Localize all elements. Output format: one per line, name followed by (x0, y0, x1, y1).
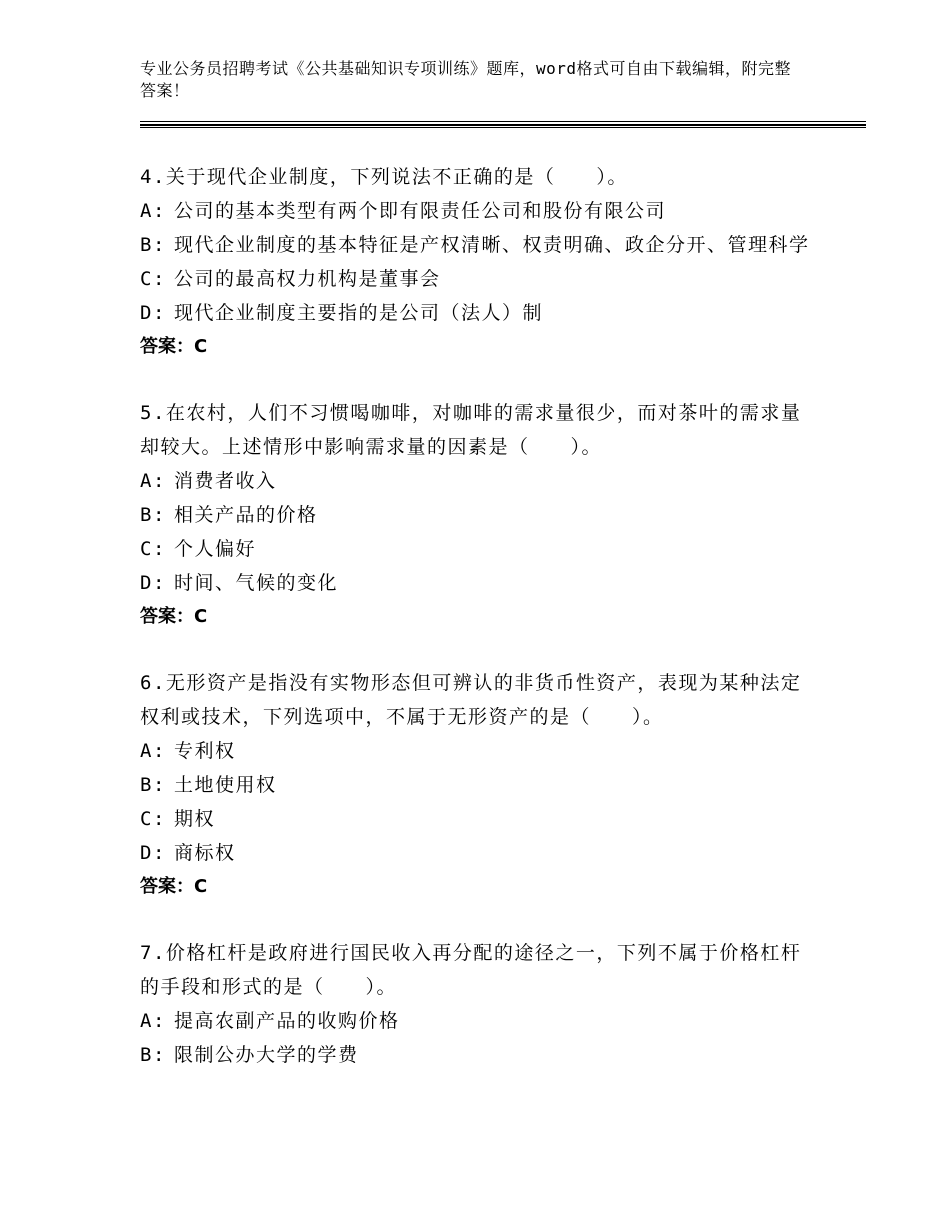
option-letter: A: (140, 200, 166, 222)
option-d (140, 566, 820, 600)
option-text: 商标权 (174, 842, 236, 864)
option-d (140, 836, 820, 870)
question-stem: 4.关于现代企业制度，下列说法不正确的是（ ）。 (140, 166, 628, 188)
option-text: 公司的最高权力机构是董事会 (174, 268, 441, 290)
option-letter: B: (140, 234, 166, 256)
option-letter: C: (140, 808, 166, 830)
option-letter: C: (140, 538, 166, 560)
header-rule-top (140, 121, 866, 122)
option-b (140, 498, 820, 532)
question-6 (140, 666, 820, 904)
option-letter: A: (140, 470, 166, 492)
option-letter: D: (140, 302, 166, 324)
option-letter: D: (140, 572, 166, 594)
option-a (140, 734, 820, 768)
option-letter: C: (140, 268, 166, 290)
option-text: 消费者收入 (174, 470, 277, 492)
option-letter: D: (140, 842, 166, 864)
question-7 (140, 936, 820, 1072)
header-rule-bottom (140, 127, 866, 128)
option-a (140, 464, 820, 498)
option-a (140, 1004, 820, 1038)
option-text: 土地使用权 (174, 774, 277, 796)
question-stem: 5.在农村，人们不习惯喝咖啡，对咖啡的需求量很少，而对茶叶的需求量却较大。上述情形中影响需求量的因素是（ ）。 (140, 402, 802, 458)
option-text: 时间、气候的变化 (174, 572, 339, 594)
option-letter: B: (140, 504, 166, 526)
option-text: 个人偏好 (174, 538, 257, 560)
answer-label: 答案：C (140, 336, 208, 357)
answer-label: 答案：C (140, 606, 208, 627)
question-stem: 6.无形资产是指没有实物形态但可辨认的非货币性资产，表现为某种法定权利或技术，下列选项中，不属于无形资产的是（ ）。 (140, 672, 802, 728)
header-rule-middle (140, 124, 866, 126)
option-c (140, 262, 820, 296)
option-c (140, 532, 820, 566)
option-letter: A: (140, 1010, 166, 1032)
question-5 (140, 396, 820, 634)
option-b (140, 228, 820, 262)
option-c (140, 802, 820, 836)
document-header: 专业公务员招聘考试《公共基础知识专项训练》题库，word格式可自由下载编辑，附完整答案！ (140, 59, 792, 100)
question-stem: 7.价格杠杆是政府进行国民收入再分配的途径之一，下列不属于价格杠杆的手段和形式的是（ ）。 (140, 942, 802, 998)
question-list (140, 160, 820, 1104)
option-letter: B: (140, 774, 166, 796)
option-letter: B: (140, 1044, 166, 1066)
option-a (140, 194, 820, 228)
option-text: 相关产品的价格 (174, 504, 318, 526)
option-text: 提高农副产品的收购价格 (174, 1010, 400, 1032)
question-4 (140, 160, 820, 364)
answer-label: 答案：C (140, 876, 208, 897)
option-text: 现代企业制度主要指的是公司（法人）制 (174, 302, 544, 324)
option-text: 公司的基本类型有两个即有限责任公司和股份有限公司 (174, 200, 667, 222)
option-text: 限制公办大学的学费 (174, 1044, 359, 1066)
option-b (140, 768, 820, 802)
option-text: 专利权 (174, 740, 236, 762)
option-letter: A: (140, 740, 166, 762)
option-text: 期权 (174, 808, 216, 830)
option-text: 现代企业制度的基本特征是产权清晰、权责明确、政企分开、管理科学 (174, 234, 810, 256)
option-d (140, 296, 820, 330)
option-b (140, 1038, 820, 1072)
